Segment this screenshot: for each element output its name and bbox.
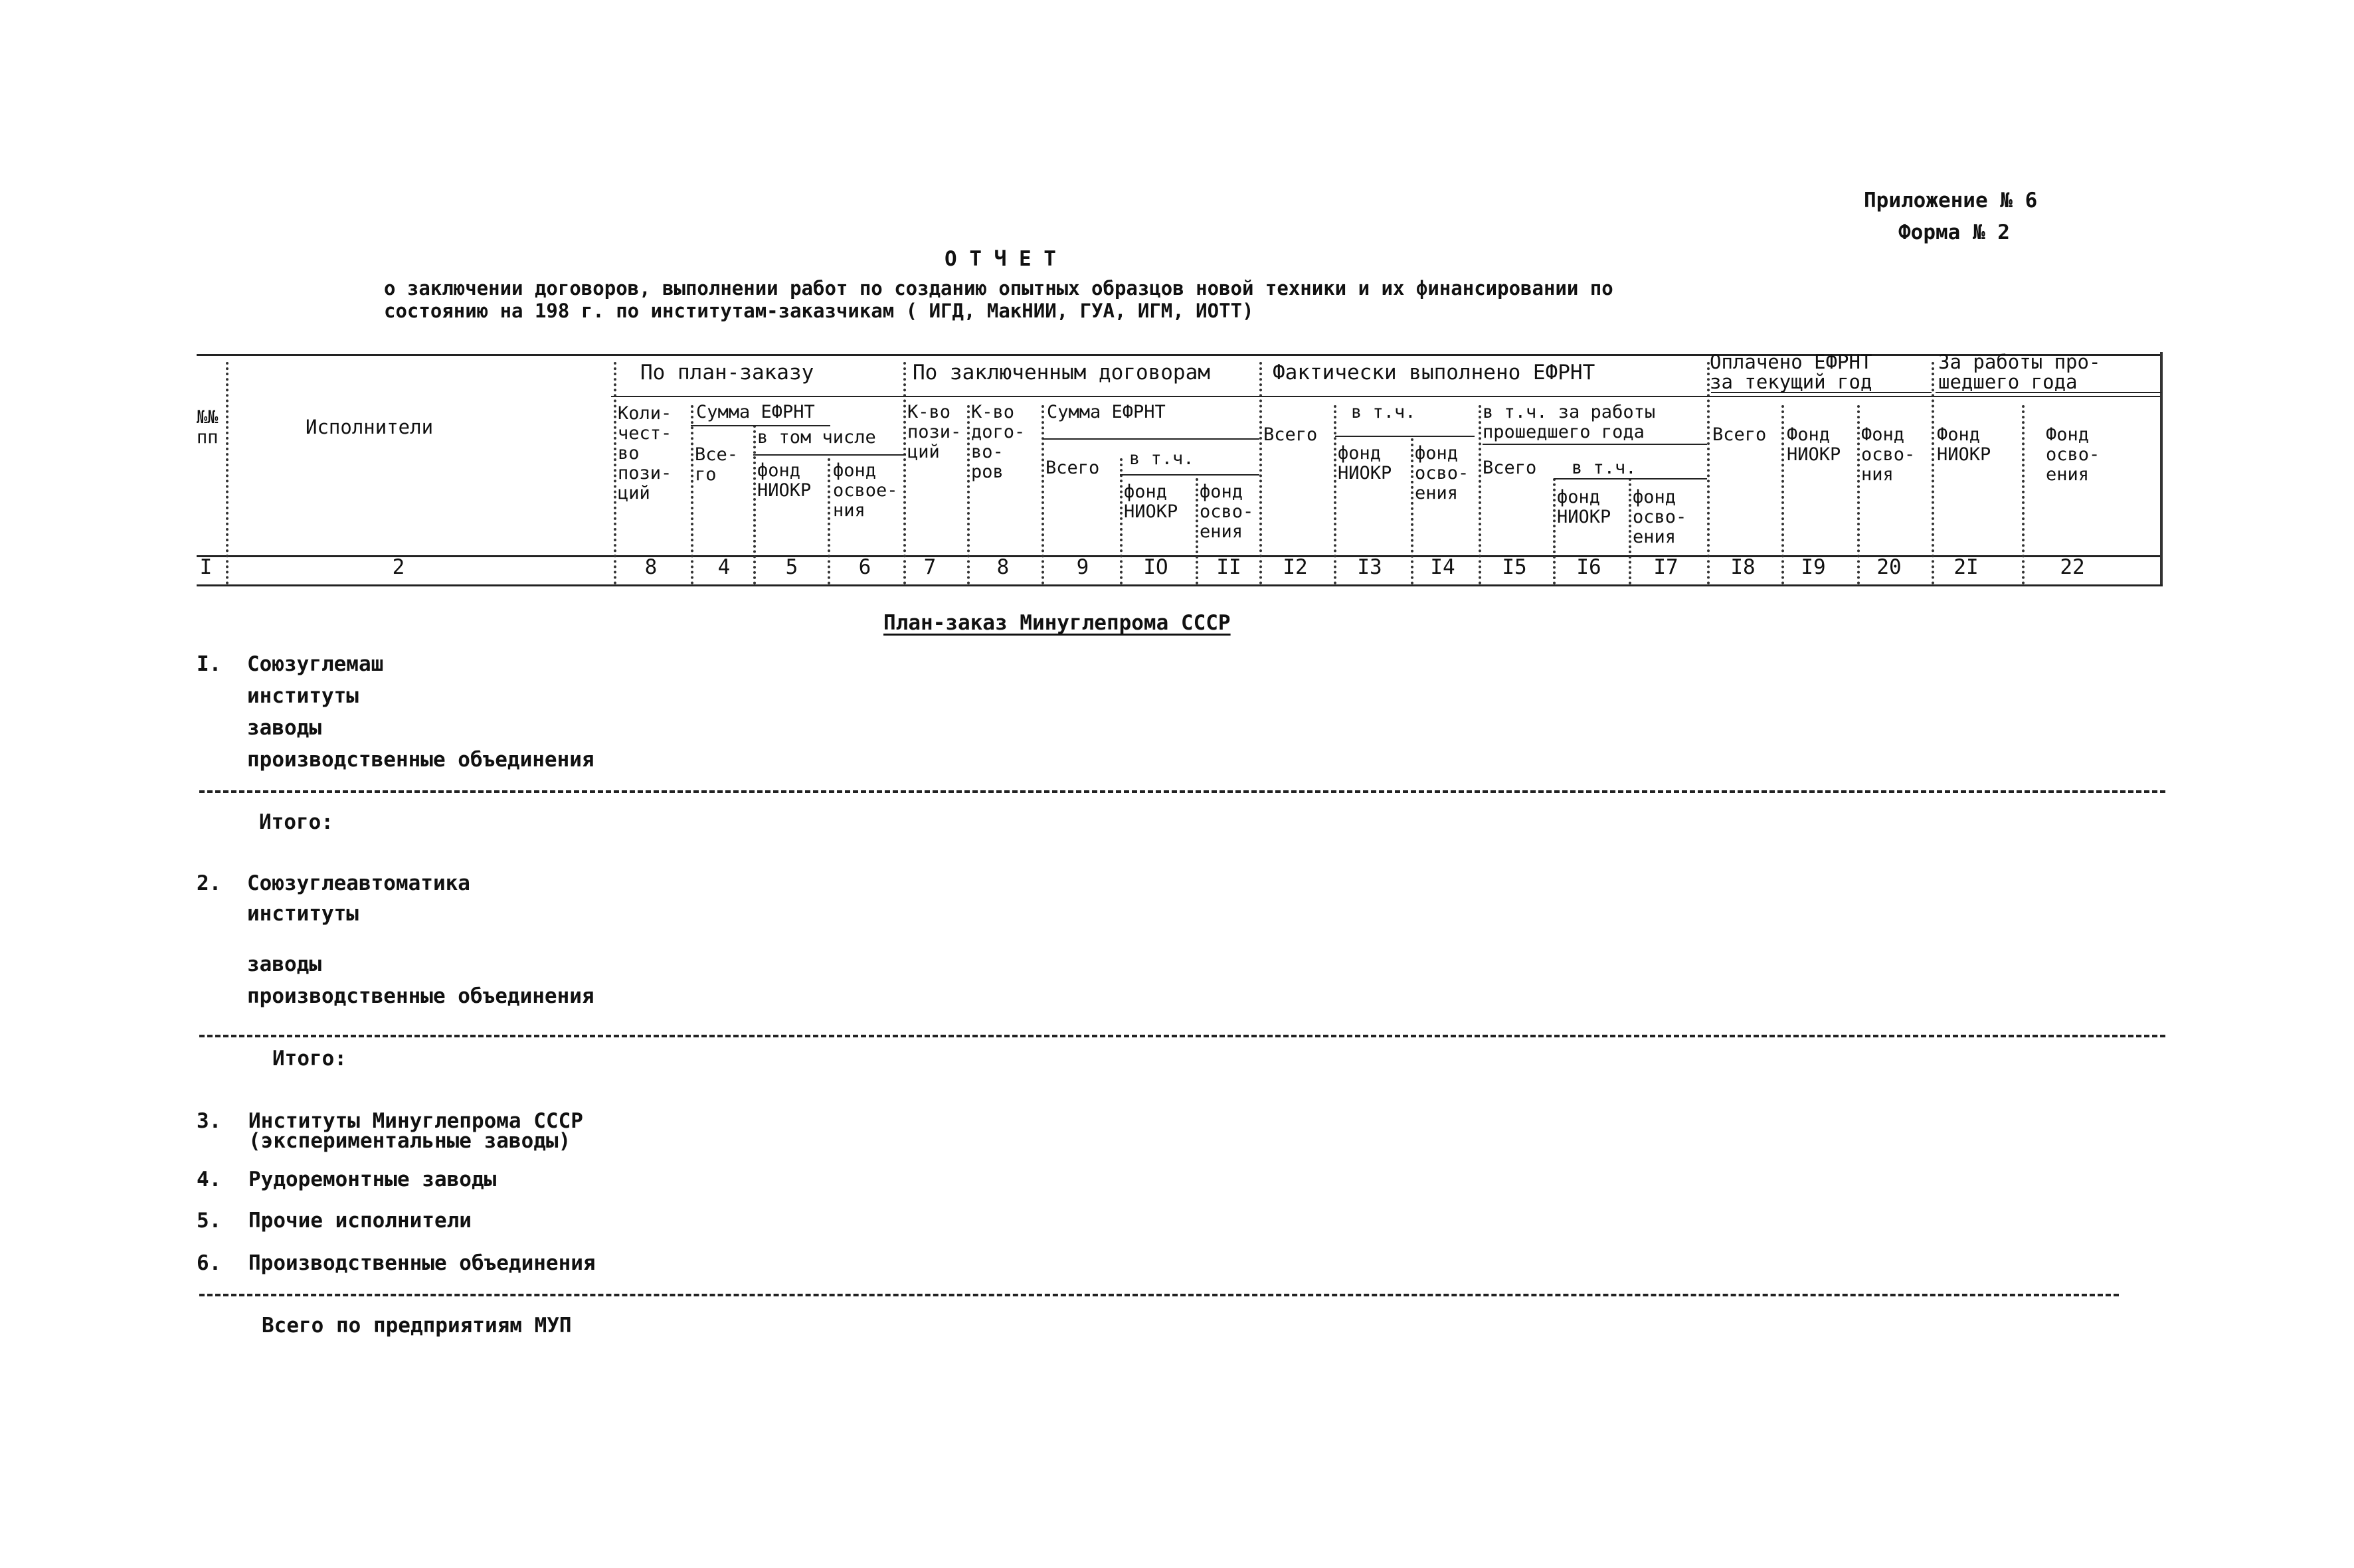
paid-niokr-header: Фонд НИОКР (1787, 424, 1841, 465)
contr-fund-niokr-header: фонд НИОКР (1124, 481, 1178, 522)
group-item: заводы (247, 952, 321, 976)
column-number: 9 (1076, 555, 1089, 579)
row-name: Институты Минуглепрома СССР (248, 1109, 583, 1133)
column-number: I (199, 555, 213, 579)
column-number: 6 (858, 555, 871, 579)
row-number: 4. (197, 1168, 222, 1191)
row-sub: (экспериментальные заводы) (248, 1129, 571, 1153)
grp-prev-work-header: За работы про- шедшего года (1938, 351, 2101, 393)
separator-line (199, 1035, 2165, 1037)
act-prev-incl-header: в т.ч. (1572, 458, 1637, 478)
paid-dev-header: Фонд осво- ния (1861, 424, 1916, 485)
contr-total-header: Всего (1045, 458, 1100, 478)
group-item: производственные объединения (247, 748, 594, 772)
contr-fund-dev-header: фонд осво- ения (1200, 481, 1254, 542)
separator-line (199, 1294, 2119, 1296)
column-number: I4 (1430, 555, 1455, 579)
act-prev-dev-header: фонд осво- ения (1633, 487, 1687, 547)
group-name: Союзуглемаш (247, 652, 384, 676)
grand-total-label: Всего по предприятиям МУП (262, 1314, 572, 1338)
column-number: II (1216, 555, 1241, 579)
col-executors-header: Исполнители (306, 416, 434, 438)
report-title: О Т Ч Е Т (945, 247, 1056, 271)
grp-actual-header: Фактически выполнено ЕФРНТ (1273, 361, 1595, 385)
separator-line (199, 790, 2165, 793)
plan-qty-header: Коли- чест- во пози- ций (618, 403, 672, 503)
column-number: I2 (1283, 555, 1308, 579)
subtotal-label: Итого: (272, 1047, 347, 1071)
column-number: I9 (1801, 555, 1826, 579)
act-prev-total-header: Всего (1483, 458, 1537, 478)
column-number: 7 (923, 555, 937, 579)
act-fund-dev-header: фонд осво- ения (1415, 443, 1469, 503)
group-item: заводы (247, 716, 321, 740)
column-number: 2 (392, 555, 405, 579)
contr-sum-header: Сумма ЕФРНТ (1047, 402, 1166, 422)
act-incl-header: в т.ч. (1351, 402, 1416, 422)
group-item: производственные объединения (247, 984, 594, 1008)
column-number: 20 (1876, 555, 1902, 579)
column-number: 4 (717, 555, 731, 579)
row-name: Производственные объединения (248, 1251, 596, 1275)
section-title: План-заказ Минуглепрома СССР (883, 611, 1231, 635)
grp-paid-header: Оплачено ЕФРНТ за текущий год (1710, 351, 1872, 393)
row-number: 6. (197, 1251, 222, 1275)
act-fund-niokr-header: фонд НИОКР (1338, 443, 1392, 483)
row-number: 3. (197, 1109, 222, 1133)
row-name: Прочие исполнители (248, 1209, 472, 1233)
column-number: IO (1143, 555, 1168, 579)
report-subtitle-line2: состоянию на 198 г. по институтам-заказчикам ( ИГД, МакНИИ, ГУА, ИГМ, ИОТТ) (384, 300, 1254, 322)
column-number: 22 (2060, 555, 2085, 579)
appendix-label: Приложение № 6 (1864, 189, 2038, 213)
act-total-header: Всего (1263, 424, 1318, 445)
contr-positions-header: К-во пози- ций (907, 402, 962, 462)
report-subtitle-line1: о заключении договоров, выполнении работ по созданию опытных образцов новой техники и их финансировании по (384, 277, 1613, 300)
column-number: I7 (1653, 555, 1678, 579)
group-name: Союзуглеавтоматика (247, 871, 470, 895)
act-prev-header: в т.ч. за работы прошедшего года (1483, 402, 1656, 442)
form-label: Форма № 2 (1898, 220, 2010, 244)
plan-sum-header: Сумма ЕФРНТ (696, 402, 815, 422)
column-number: I5 (1502, 555, 1527, 579)
contr-incl-header: в т.ч. (1129, 448, 1194, 469)
row-number: 5. (197, 1209, 222, 1233)
group-number: 2. (197, 871, 222, 895)
column-number: I6 (1576, 555, 1601, 579)
group-item: институты (247, 684, 359, 708)
column-number: I8 (1730, 555, 1756, 579)
plan-fund-niokr-header: фонд НИОКР (757, 460, 812, 501)
act-prev-niokr-header: фонд НИОКР (1557, 487, 1611, 527)
group-number: I. (197, 652, 222, 676)
prev-dev-header: Фонд осво- ения (2046, 424, 2100, 485)
grp-contracts-header: По заключенным договорам (913, 361, 1210, 385)
column-number: 5 (785, 555, 798, 579)
col-no-header: №№ пп (197, 407, 219, 448)
subtotal-label: Итого: (259, 810, 333, 834)
contr-count-header: К-во дого- во- ров (971, 402, 1026, 482)
column-number: I3 (1357, 555, 1382, 579)
column-number: 8 (644, 555, 658, 579)
prev-niokr-header: Фонд НИОКР (1937, 424, 1991, 465)
plan-incl-header: в том числе (757, 427, 876, 448)
column-number: 2I (1953, 555, 1979, 579)
grp-plan-header: По план-заказу (640, 361, 814, 385)
row-name: Рудоремонтные заводы (248, 1168, 497, 1191)
group-item: институты (247, 902, 359, 926)
plan-fund-dev-header: фонд освое- ния (833, 460, 898, 521)
paid-total-header: Всего (1712, 424, 1767, 445)
plan-total-header: Все- го (695, 444, 739, 485)
column-number: 8 (996, 555, 1010, 579)
